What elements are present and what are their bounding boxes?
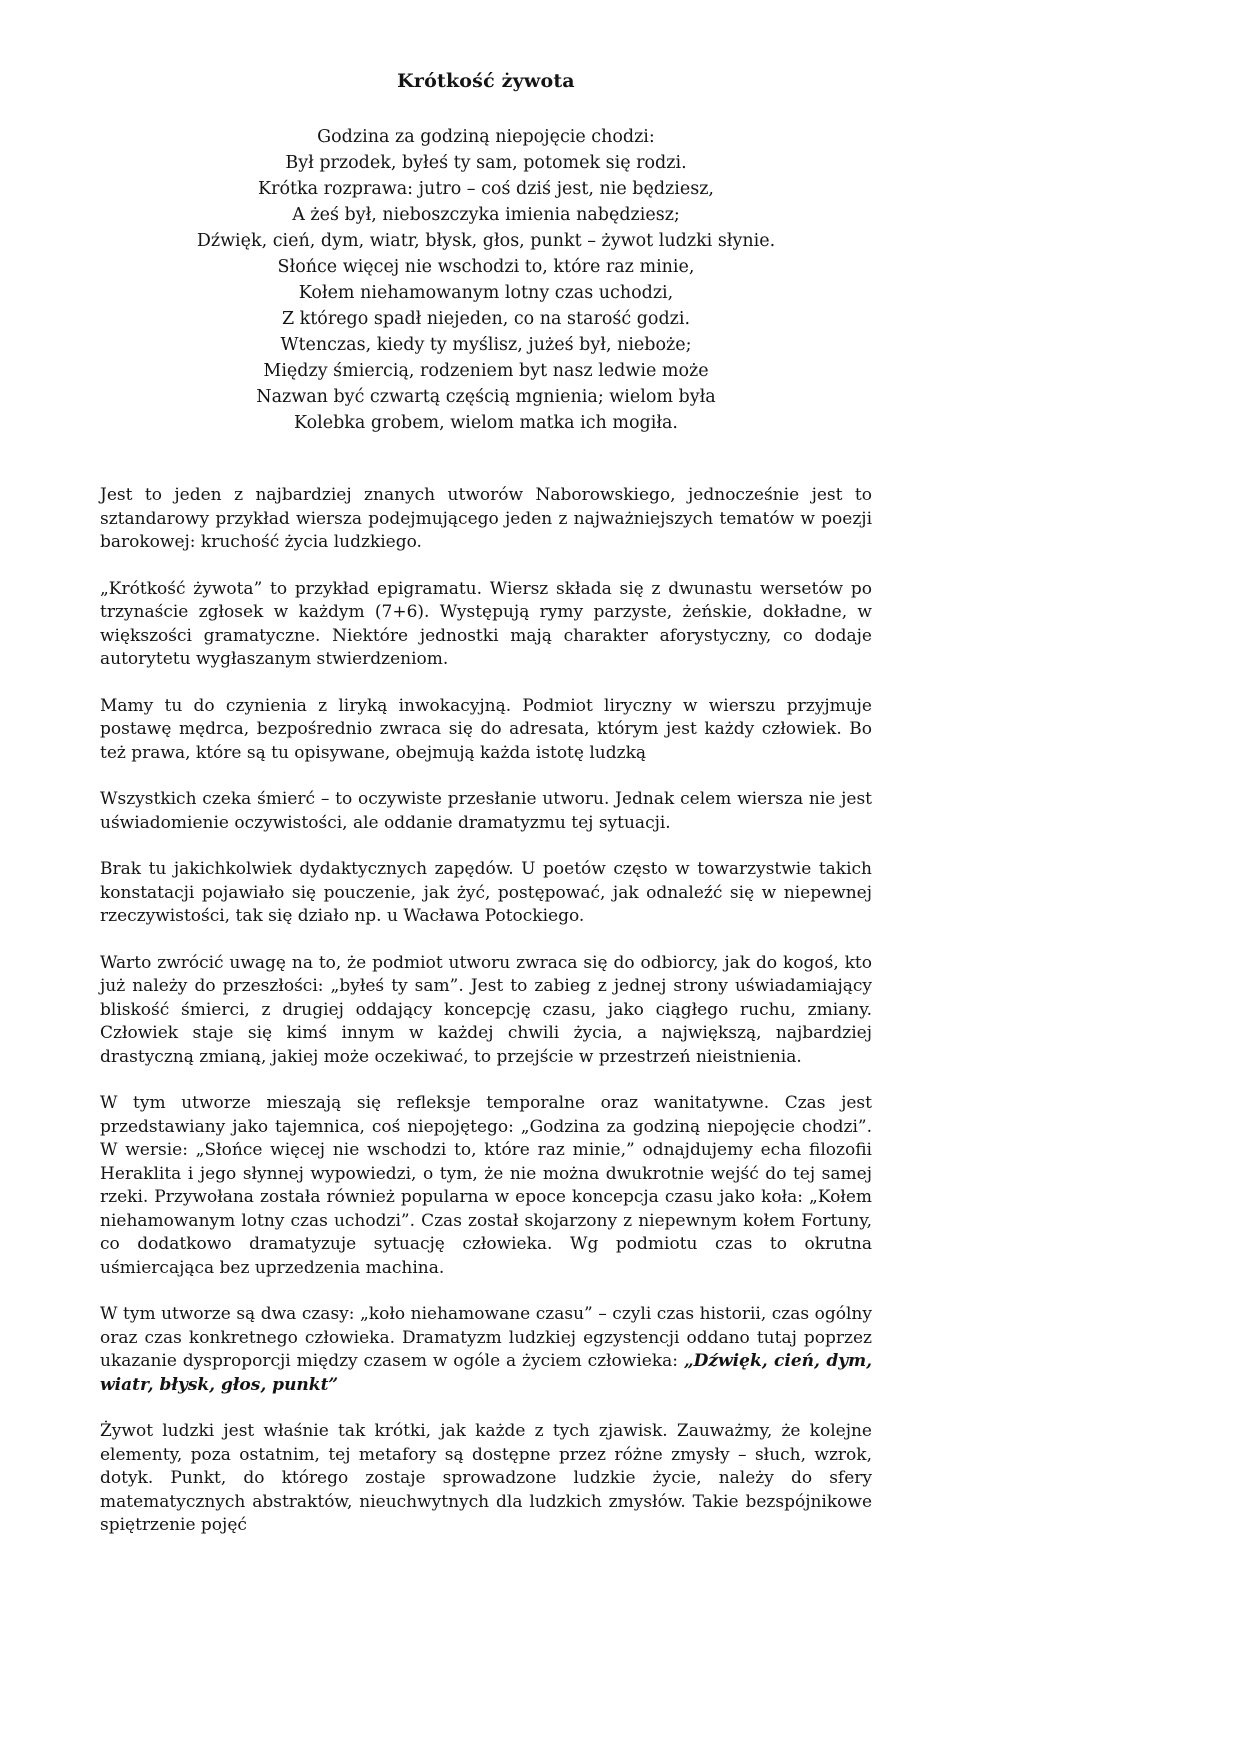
poem-line: Między śmiercią, rodzeniem byt nasz ledwie może xyxy=(263,361,709,381)
poem-line: Słońce więcej nie wschodzi to, które raz minie, xyxy=(277,257,695,277)
poem-line: Krótka rozprawa: jutro – coś dziś jest, nie będziesz, xyxy=(258,179,714,199)
poem-line: A żeś był, nieboszczyka imienia nabędziesz; xyxy=(292,205,680,225)
poem-block xyxy=(100,124,872,436)
paragraph-1: Jest to jeden z najbardziej znanych utworów Naborowskiego, jednocześnie jest to sztandarowy przykład wiersza podejmującego jeden z najważniejszych tematów w poezji barokowej: kruchość życia ludzkiego. xyxy=(100,485,872,552)
poem-line: Nazwan być czwartą częścią mgnienia; wielom była xyxy=(256,387,716,407)
paragraph-3: Mamy tu do czynienia z liryką inwokacyjną. Podmiot liryczny w wierszu przyjmuje postawę mędrca, bezpośrednio zwraca się do adresata, którym jest każdy człowiek. Bo też prawa, które są tu opisywane, obejmują każda istotę ludzką xyxy=(100,695,872,763)
poem-line: Kolebka grobem, wielom matka ich mogiła. xyxy=(294,413,678,433)
document-content xyxy=(100,70,872,1538)
paragraph-4: Wszystkich czeka śmierć – to oczywiste przesłanie utworu. Jednak celem wiersza nie jest uświadomienie oczywistości, ale oddanie dramatyzmu tej sytuacji. xyxy=(100,789,872,833)
paragraph-2: „Krótkość żywota” to przykład epigramatu. Wiersz składa się z dwunastu wersetów po trzynaście zgłosek w każdym (7+6). Występują rymy parzyste, żeńskie, dokładne, w większości gramatyczne. Niektóre jednostki mają charakter aforystyczny, co dodaje autorytetu wygłaszanym stwierdzeniom. xyxy=(100,578,872,669)
poem-line: Wtenczas, kiedy ty myślisz, jużeś był, nieboże; xyxy=(280,335,692,355)
poem-line: Dźwięk, cień, dym, wiatr, błysk, głos, punkt – żywot ludzki słynie. xyxy=(196,231,776,251)
paragraph-8-quote: „Dźwięk, cień, dym, wiatr, błysk, głos, punkt” xyxy=(100,1351,872,1395)
paragraph-5: Brak tu jakichkolwiek dydaktycznych zapędów. U poetów często w towarzystwie takich konstatacji pojawiało się pouczenie, jak żyć, postępować, jak odnaleźć się w niepewnej rzeczywistości, tak się działo np. u Wacława Potockiego. xyxy=(100,859,872,926)
page-title: Krótkość żywota xyxy=(397,70,575,92)
paragraph-8-lead: W tym utworze są dwa czasy: „koło niehamowane czasu” – czyli czas historii, czas ogólny oraz czas konkretnego człowieka. Dramatyzm ludzkiej egzystencji oddano tutaj poprzez ukazanie dysproporcji między czasem w ogóle a życiem człowieka: xyxy=(100,1304,872,1371)
poem-line: Kołem niehamowanym lotny czas uchodzi, xyxy=(298,283,674,303)
poem-line: Z którego spadł niejeden, co na starość godzi. xyxy=(281,309,691,329)
paragraph-7: W tym utworze mieszają się refleksje temporalne oraz wanitatywne. Czas jest przedstawiany jako tajemnica, coś niepojętego: „Godzina za godziną niepojęcie chodzi”. W wersie: „Słońce więcej nie wschodzi to, które raz minie,” odnajdujemy echa filozofii Heraklita i jego słynnej wypowiedzi, o tym, że nie można dwukrotnie wejść do tej samej rzeki. Przywołana została również popularna w epoce koncepcja czasu jako koła: „Kołem niehamowanym lotny czas uchodzi”. Czas został skojarzony z niepewnym kołem Fortuny, co dodatkowo dramatyzuje sytuację człowieka. Wg podmiotu czas to okrutna uśmiercająca bez uprzedzenia machina. xyxy=(100,1093,872,1278)
paragraph-9: Żywot ludzki jest właśnie tak krótki, jak każde z tych zjawisk. Zauważmy, że kolejne elementy, poza ostatnim, tej metafory są dostępne przez różne zmysły – słuch, wzrok, dotyk. Punkt, do którego zostaje sprowadzone ludzkie życie, należy do sfery matematycznych abstraktów, nieuchwytnych dla ludzkich zmysłów. Takie bezspójnikowe spiętrzenie pojęć xyxy=(100,1421,872,1535)
poem-line: Godzina za godziną niepojęcie chodzi: xyxy=(317,127,655,147)
paragraph-6: Warto zwrócić uwagę na to, że podmiot utworu zwraca się do odbiorcy, jak do kogoś, kto już należy do przeszłości: „byłeś ty sam”. Jest to zabieg z jednej strony uświadamiający bliskość śmierci, z drugiej oddający koncepcję czasu, jako ciągłego ruchu, zmiany. Człowiek staje się kimś innym w każdej chwili życia, a największą, najbardziej drastyczną zmianą, jakiej może oczekiwać, to przejście w przestrzeń nieistnienia. xyxy=(100,952,872,1067)
poem-line: Był przodek, byłeś ty sam, potomek się rodzi. xyxy=(285,153,687,173)
analysis-body xyxy=(100,484,872,1538)
paragraph-8 xyxy=(100,1303,872,1397)
